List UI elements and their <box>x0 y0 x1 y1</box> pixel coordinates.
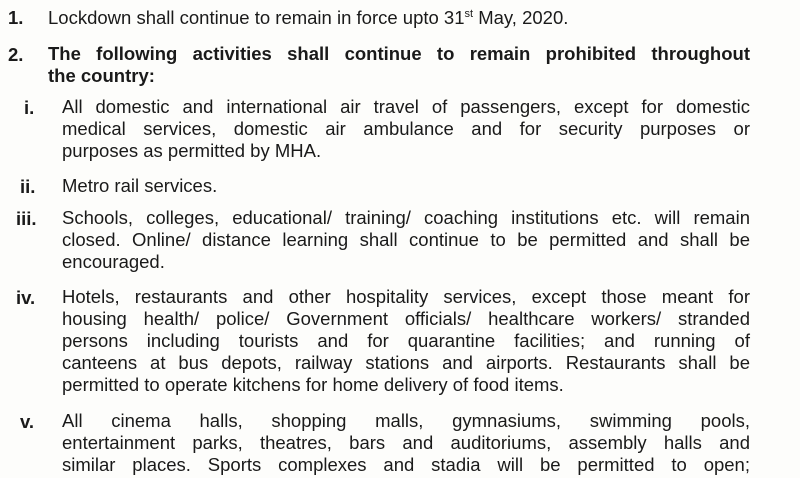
subclause-text <box>62 286 750 396</box>
subclause-text <box>62 96 750 162</box>
clause-heading-line: the country: <box>48 65 155 86</box>
subclause-number: v. <box>20 411 35 432</box>
text-line: permitted to operate kitchens for home delivery of food items. <box>62 374 564 395</box>
text-line: Metro rail services. <box>62 175 218 196</box>
text-line: All domestic and international air travel of passengers, except for domestic <box>62 96 750 117</box>
clause-heading-line: The following activities shall continue to remain prohibited throughout <box>48 43 750 64</box>
text-line: Schools, colleges, educational/ training/ coaching institutions etc. will remain <box>62 207 750 228</box>
subclause-text <box>62 410 750 476</box>
subclause-number: ii. <box>20 176 36 197</box>
text-line: similar places. Sports complexes and stadia will be permitted to open; <box>62 454 750 475</box>
text-line: encouraged. <box>62 251 165 272</box>
text-line: housing health/ police/ Government officials/ healthcare workers/ stranded <box>62 308 750 329</box>
subclause-number: iii. <box>16 208 37 229</box>
clause-number: 2. <box>8 44 24 65</box>
text-line: persons including tourists and for quarantine facilities; and running of <box>62 330 750 351</box>
clause-text-main: Lockdown shall continue to remain in force upto 31 <box>48 7 465 28</box>
ordinal-suffix: st <box>464 8 474 20</box>
subclause-number: i. <box>24 97 35 118</box>
text-line: closed. Online/ distance learning shall continue to be permitted and shall be <box>62 229 750 250</box>
text-line: canteens at bus depots, railway stations and airports. Restaurants shall be <box>62 352 750 373</box>
subclause-text <box>62 207 750 273</box>
subclause-number: iv. <box>16 287 36 308</box>
clause-number: 1. <box>8 7 24 28</box>
text-line: Hotels, restaurants and other hospitality services, except those meant for <box>62 286 750 307</box>
clause-text-end: May, 2020. <box>473 7 569 28</box>
text-line: All cinema halls, shopping malls, gymnasiums, swimming pools, <box>62 410 750 431</box>
subclause-text <box>62 175 750 197</box>
clause-heading <box>48 43 750 87</box>
text-line: purposes as permitted by MHA. <box>62 140 322 161</box>
text-line: entertainment parks, theatres, bars and auditoriums, assembly halls and <box>62 432 750 453</box>
clause-text <box>48 7 788 29</box>
text-line: medical services, domestic air ambulance and for security purposes or <box>62 118 750 139</box>
